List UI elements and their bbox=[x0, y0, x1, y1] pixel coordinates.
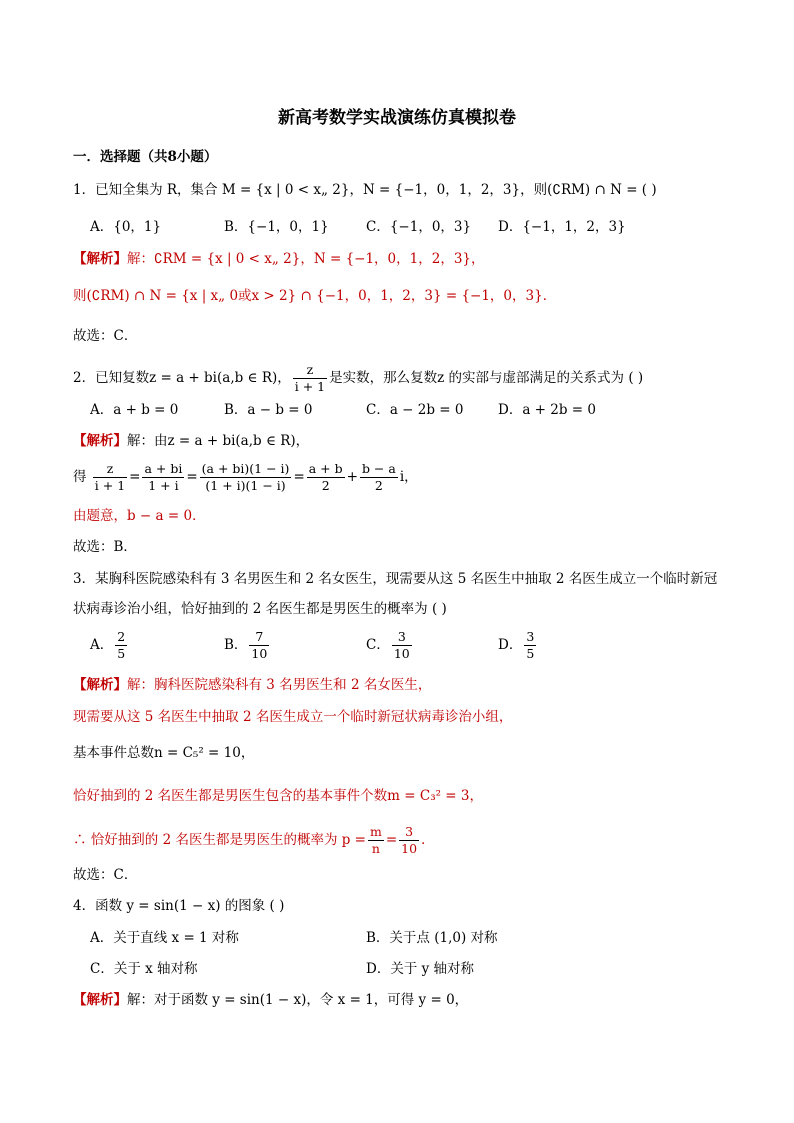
q2-option-b: B．a − b = 0 bbox=[224, 402, 313, 418]
q2-solution-line-2: 得 $\frac{z}{i + 1}$ = $\frac{a + bi}{1 + i}$ = $\frac{(a + bi)(1 - i)}{(1 + i)(1 - i)}$ = $\frac{a + b}{2}$ + $\frac{b - a}{2}$ i， bbox=[73, 461, 418, 493]
fraction: $\frac{z}{i + 1}$ bbox=[294, 362, 326, 394]
q2-option-a: A．a + b = 0 bbox=[90, 402, 179, 418]
q3-option-b: B． $\frac{7}{10}$ bbox=[224, 629, 268, 661]
q3-solution-line-1: 【解析】解：胸科医院感染科有 3 名男医生和 2 名女医生， bbox=[73, 677, 432, 693]
q3-answer: 故选：C． bbox=[73, 867, 138, 883]
q4-option-a: A．关于直线 x = 1 对称 bbox=[90, 930, 239, 946]
question-3-stem-line-2: 状病毒诊治小组，恰好抽到的 2 名医生都是男医生的概率为 ( ) bbox=[73, 601, 447, 617]
q4-solution-line-1: 【解析】解：对于函数 y = sin(1 − x)，令 x = 1，可得 y = 0， bbox=[73, 992, 469, 1008]
q1-option-d: D．{−1，1，2，3} bbox=[498, 219, 626, 235]
q3-option-c: C． $\frac{3}{10}$ bbox=[366, 629, 410, 661]
q3-solution-line-5: ∴ 恰好抽到的 2 名医生都是男医生的概率为 p = $\frac{m}{n}$ = $\frac{3}{10}$ ． bbox=[73, 824, 435, 856]
q3-option-d: D． $\frac{3}{5}$ bbox=[498, 629, 535, 661]
q1-solution-line-2: 则(∁RM) ∩ N = {x | x„ 0或x > 2} ∩ {−1，0，1，2，3} = {−1，0，3}． bbox=[73, 288, 557, 304]
q3-option-a: A． $\frac{2}{5}$ bbox=[90, 629, 126, 661]
q2-solution-line-3: 由题意，b − a = 0． bbox=[73, 508, 206, 524]
section-heading: 一．选择题（共8小题） bbox=[73, 149, 218, 165]
question-1-stem: 1．已知全集为 R，集合 M = {x | 0 < x„ 2}，N = {−1，0，1，2，3}，则(∁RM) ∩ N = ( ) bbox=[73, 182, 657, 198]
q2-option-d: D．a + 2b = 0 bbox=[498, 402, 596, 418]
q2-solution-line-1: 【解析】解：由z = a + bi(a,b ∈ R)， bbox=[73, 433, 310, 449]
q1-option-c: C．{−1，0，3} bbox=[366, 219, 472, 235]
q1-solution-line-1: 【解析】解：∁RM = {x | 0 < x„ 2}，N = {−1，0，1，2，3}， bbox=[73, 251, 485, 267]
analysis-tag: 【解析】 bbox=[73, 992, 127, 1008]
q3-solution-line-2: 现需要从这 5 名医生中抽取 2 名医生成立一个临时新冠状病毒诊治小组， bbox=[73, 709, 513, 725]
page-title: 新高考数学实战演练仿真模拟卷 bbox=[278, 108, 516, 128]
question-2-stem: 2．已知复数z = a + bi(a,b ∈ R)， $\frac{z}{i + 1}$ 是实数，那么复数z 的实部与虚部满足的关系式为 ( ) bbox=[73, 362, 644, 394]
question-4-stem: 4．函数 y = sin(1 − x) 的图象 ( ) bbox=[73, 898, 285, 914]
q3-solution-line-4: 恰好抽到的 2 名医生都是男医生包含的基本事件个数m = C₃² = 3， bbox=[73, 788, 484, 804]
analysis-tag: 【解析】 bbox=[73, 251, 127, 267]
q2-option-c: C．a − 2b = 0 bbox=[366, 402, 464, 418]
analysis-tag: 【解析】 bbox=[73, 677, 127, 693]
analysis-tag: 【解析】 bbox=[73, 433, 127, 449]
q1-option-b: B．{−1，0，1} bbox=[224, 219, 329, 235]
q4-option-c: C．关于 x 轴对称 bbox=[90, 961, 198, 977]
q4-option-d: D．关于 y 轴对称 bbox=[366, 961, 475, 977]
q4-option-b: B．关于点 (1,0) 对称 bbox=[366, 930, 498, 946]
q1-option-a: A．{0，1} bbox=[90, 219, 162, 235]
q1-answer: 故选：C． bbox=[73, 328, 138, 344]
q2-answer: 故选：B． bbox=[73, 539, 137, 555]
q3-solution-line-3: 基本事件总数n = C₅² = 10， bbox=[73, 745, 255, 761]
question-3-stem-line-1: 3．某胸科医院感染科有 3 名男医生和 2 名女医生，现需要从这 5 名医生中抽取 2 名医生成立一个临时新冠 bbox=[73, 571, 718, 587]
